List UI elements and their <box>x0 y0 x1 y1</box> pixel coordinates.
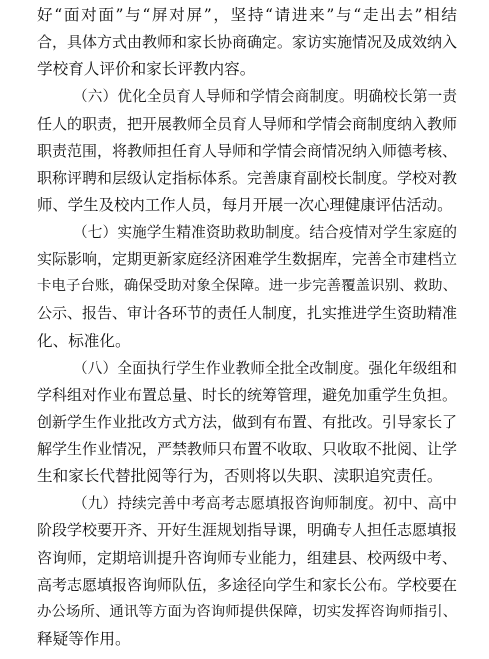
text-line: 阶段学校要开齐、开好生涯规划指导课，明确专人担任志愿填报 <box>37 521 458 540</box>
text-line: 职称评聘和层级认定指标体系。完善康育副校长制度。学校对教 <box>37 168 458 187</box>
text-line: 解学生作业情况，严禁教师只布置不收取、只收取不批阅、让学 <box>37 440 458 458</box>
text-line: 职责范围，将教师担任育人导师和学情会商情况纳入师德考核、 <box>37 141 458 160</box>
text-line: 创新学生作业批改方式方法，做到有布置、有批改。引导家长了 <box>37 412 458 431</box>
text-line: 生和家长代替批阅等行为，否则将以失职、渎职追究责任。 <box>37 467 443 486</box>
text-line: 师、学生及校内工作人员，每月开展一次心理健康评估活动。 <box>37 195 453 214</box>
text-line: 实际影响，定期更新家庭经济困难学生数据库，完善全市建档立 <box>37 250 458 269</box>
text-line: 咨询师，定期培训提升咨询师专业能力，组建县、校两级中考、 <box>37 548 458 567</box>
text-line: 学科组对作业布置总量、时长的统筹管理，避免加重学生负担。 <box>37 385 458 404</box>
section-heading-line: （八）全面执行学生作业教师全批全改制度。强化年级组和 <box>73 359 457 377</box>
text-line: 办公场所、通讯等方面为咨询师提供保障，切实发挥咨询师指引、 <box>37 603 457 620</box>
text-line: 化、标准化。 <box>37 331 131 350</box>
text-line: 卡电子台账，确保受助对象全保障。进一步完善覆盖识别、救助、 <box>37 278 457 295</box>
text-line: 公示、报告、审计各环节的责任人制度，扎实推进学生资助精准 <box>37 304 458 323</box>
text-line: 好“面对面”与“屏对屏”，坚持“请进来”与“走出去”相结 <box>37 6 457 24</box>
text-line: 释疑等作用。 <box>37 629 131 648</box>
section-heading-line: （七）实施学生精准资助救助制度。结合疫情对学生家庭的 <box>73 224 457 241</box>
text-line: 任人的职责，把开展教师全员育人导师和学情会商制度纳入教师 <box>37 114 458 133</box>
text-line: 高考志愿填报咨询师队伍，多途径向学生和家长公布。学校要在 <box>37 575 458 594</box>
text-line: 合，具体方式由教师和家长协商确定。家访实施情况及成效纳入 <box>37 33 458 52</box>
section-heading-line: （九）持续完善中考高考志愿填报咨询师制度。初中、高中 <box>73 495 457 513</box>
text-line: 学校育人评价和家长评教内容。 <box>37 60 256 79</box>
section-heading-line: （六）优化全员育人导师和学情会商制度。明确校长第一责 <box>73 88 457 106</box>
